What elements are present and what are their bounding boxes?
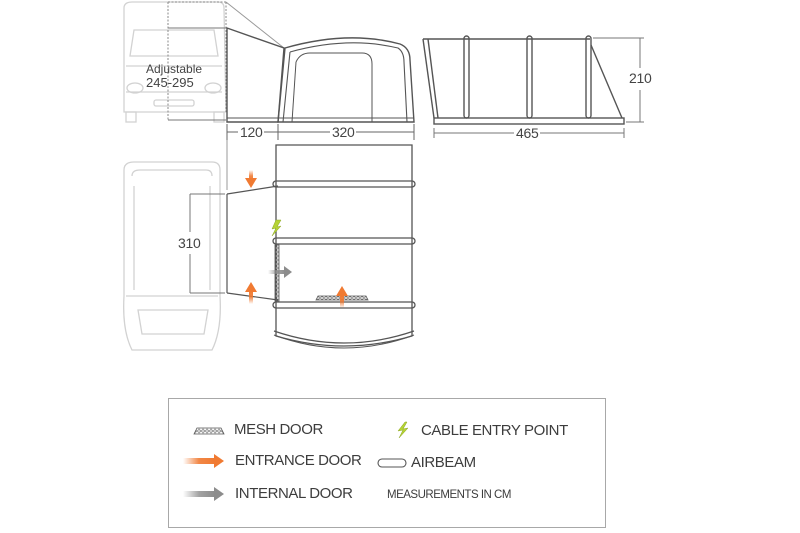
awning-side-view xyxy=(227,28,414,122)
dim-height: 210 xyxy=(629,70,652,86)
dim-main-width: 320 xyxy=(332,124,355,140)
internal-door-arrow xyxy=(268,266,292,278)
legend-item-entrance-door xyxy=(183,452,361,469)
vehicle-adjustable-label: Adjustable xyxy=(146,62,203,76)
entrance-door-arrow-bottom xyxy=(245,282,257,304)
legend-item-mesh-door xyxy=(193,421,323,438)
legend-item-internal-door xyxy=(183,485,353,502)
internal-door-arrow-icon xyxy=(183,487,225,501)
entrance-door-arrow-icon xyxy=(183,454,225,468)
legend-box xyxy=(168,398,606,528)
dim-length: 465 xyxy=(516,125,539,141)
legend-item-airbeam xyxy=(377,454,476,471)
legend-label-entrance-door: ENTRANCE DOOR xyxy=(235,452,362,469)
cable-entry-bolt-icon xyxy=(395,421,411,439)
entrance-door-arrow-top xyxy=(245,170,257,188)
van-top-view xyxy=(124,162,221,350)
legend-label-mesh-door: MESH DOOR xyxy=(234,421,323,438)
awning-plan-view xyxy=(273,145,415,348)
legend-label-cable-entry: CABLE ENTRY POINT xyxy=(421,421,568,439)
legend-label-internal-door: INTERNAL DOOR xyxy=(235,485,353,502)
legend-label-airbeam: AIRBEAM xyxy=(411,454,476,471)
airbeam-icon xyxy=(377,458,407,468)
dim-depth: 310 xyxy=(178,235,201,251)
dim-connector-width: 120 xyxy=(240,124,263,140)
measurement-units-note: MEASUREMENTS IN CM xyxy=(387,489,511,501)
vehicle-range-label: 245-295 xyxy=(146,75,194,90)
awning-end-view xyxy=(423,36,624,124)
mesh-door-icon xyxy=(193,425,225,435)
legend-measurement-note xyxy=(387,489,511,501)
legend-item-cable-entry xyxy=(395,421,568,439)
